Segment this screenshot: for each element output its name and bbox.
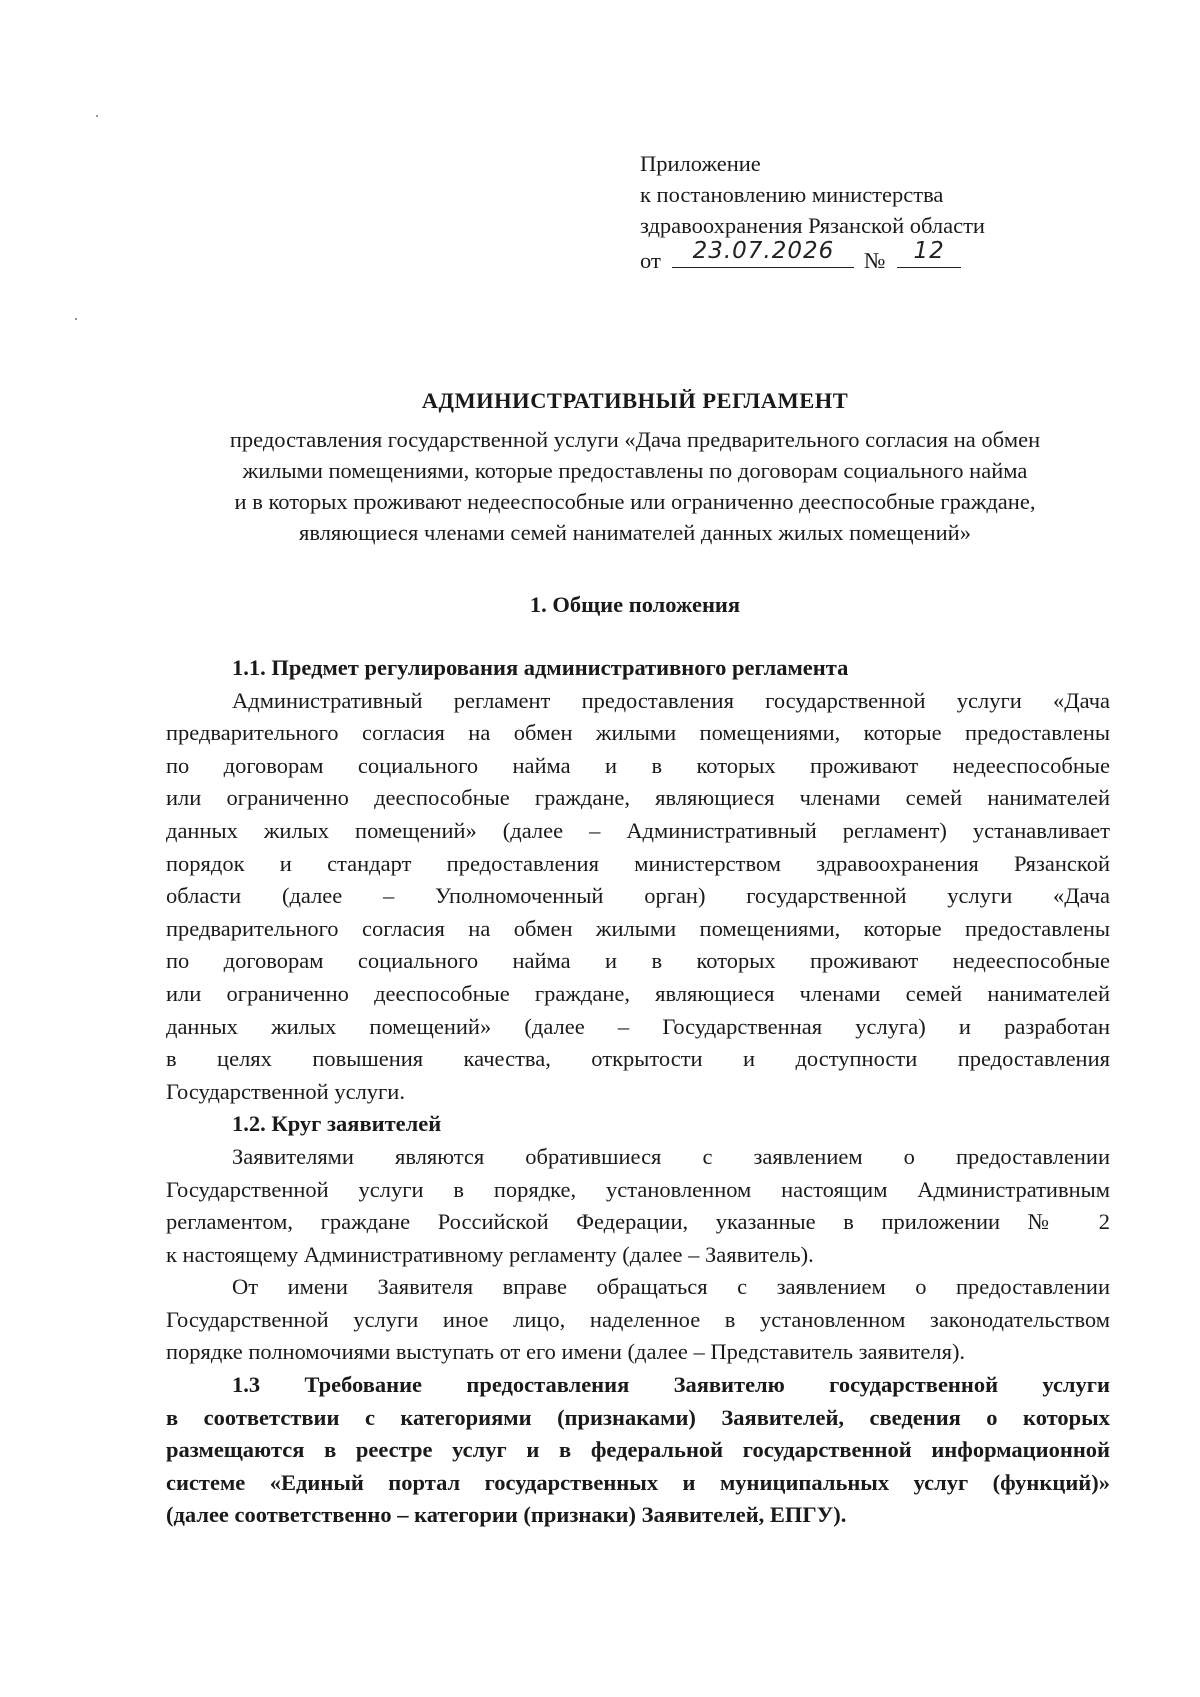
- appendix-line: к постановлению министерства: [640, 182, 944, 207]
- paragraph-line: Заявителями являются обратившиеся с заявлением о предоставлении: [232, 1143, 1110, 1169]
- paragraph-line: Административный регламент предоставления государственной услуги «Дача: [232, 687, 1110, 713]
- subtitle-line: жилыми помещениями, которые предоставлены по договорам социального найма: [242, 458, 1028, 483]
- subsection-heading: 1.2. Круг заявителей: [232, 1111, 442, 1137]
- paragraph-line: предварительного согласия на обмен жилыми помещениями, которые предоставлены: [166, 720, 1110, 746]
- scan-speck: [96, 115, 98, 117]
- subtitle-line: являющиеся членами семей нанимателей данных жилых помещений»: [299, 520, 971, 545]
- appendix-line: Приложение: [640, 151, 761, 176]
- paragraph-line: данных жилых помещений» (далее – Государственная услуга) и разработан: [166, 1013, 1110, 1039]
- number-label: №: [864, 248, 886, 273]
- subtitle-line: и в которых проживают недееспособные или ограниченно дееспособные граждане,: [234, 489, 1036, 514]
- section-title: 1. Общие положения: [529, 592, 741, 617]
- bold-paragraph-line: 1.3 Требование предоставления Заявителю государственной услуги: [232, 1372, 1110, 1398]
- appendix-block: [640, 148, 1060, 276]
- paragraph-line: Государственной услуги в порядке, установленном настоящим Административным: [166, 1176, 1110, 1202]
- paragraph-line: или ограниченно дееспособные граждане, являющиеся членами семей нанимателей: [166, 980, 1110, 1006]
- paragraph-line: порядок и стандарт предоставления министерством здравоохранения Рязанской: [166, 850, 1110, 876]
- number-field: [897, 238, 961, 268]
- paragraph-line: порядке полномочиями выступать от его имени (далее – Представитель заявителя).: [166, 1339, 966, 1365]
- paragraph-line: области (далее – Уполномоченный орган) государственной услуги «Дача: [166, 883, 1110, 909]
- paragraph-line: к настоящему Административному регламенту (далее – Заявитель).: [166, 1241, 814, 1267]
- document-title: АДМИНИСТРАТИВНЫЙ РЕГЛАМЕНТ: [421, 388, 849, 413]
- paragraph-line: предварительного согласия на обмен жилыми помещениями, которые предоставлены: [166, 915, 1110, 941]
- scan-speck: [75, 318, 77, 320]
- handwritten-date: 23.07.2026: [692, 238, 835, 264]
- paragraph-line: Государственной услуги.: [166, 1078, 405, 1104]
- paragraph-line: данных жилых помещений» (далее – Административный регламент) устанавливает: [166, 817, 1110, 843]
- paragraph-line: в целях повышения качества, открытости и доступности предоставления: [166, 1046, 1110, 1072]
- date-field: [672, 238, 854, 268]
- bold-paragraph-line: системе «Единый портал государственных и муниципальных услуг (функций)»: [166, 1469, 1110, 1495]
- paragraph-line: по договорам социального найма и в которых проживают недееспособные: [166, 752, 1110, 778]
- subsection-heading: 1.1. Предмет регулирования административного регламента: [232, 655, 849, 680]
- appendix-line: здравоохранения Рязанской области: [640, 213, 985, 238]
- paragraph-line: или ограниченно дееспособные граждане, являющиеся членами семей нанимателей: [166, 785, 1110, 811]
- handwritten-number: 12: [913, 238, 945, 264]
- subsection-1-1: [166, 652, 1110, 1532]
- bold-paragraph-line: размещаются в реестре услуг и в федеральной государственной информационной: [166, 1437, 1110, 1463]
- from-label: от: [640, 248, 661, 273]
- paragraph-line: От имени Заявителя вправе обращаться с заявлением о предоставлении: [232, 1274, 1110, 1300]
- bold-paragraph-line: в соответствии с категориями (признаками) Заявителей, сведения о которых: [166, 1404, 1110, 1430]
- bold-paragraph-line: (далее соответственно – категории (признаки) Заявителей, ЕПГУ).: [166, 1502, 847, 1528]
- subtitle-line: предоставления государственной услуги «Дача предварительного согласия на обмен: [229, 427, 1041, 452]
- appendix-date-line: [640, 238, 1060, 276]
- paragraph-line: регламентом, граждане Российской Федерации, указанные в приложении № 2: [166, 1209, 1110, 1235]
- document-subtitle: [160, 424, 1110, 548]
- paragraph-line: Государственной услуги иное лицо, наделенное в установленном законодательством: [166, 1306, 1110, 1332]
- paragraph-line: по договорам социального найма и в которых проживают недееспособные: [166, 948, 1110, 974]
